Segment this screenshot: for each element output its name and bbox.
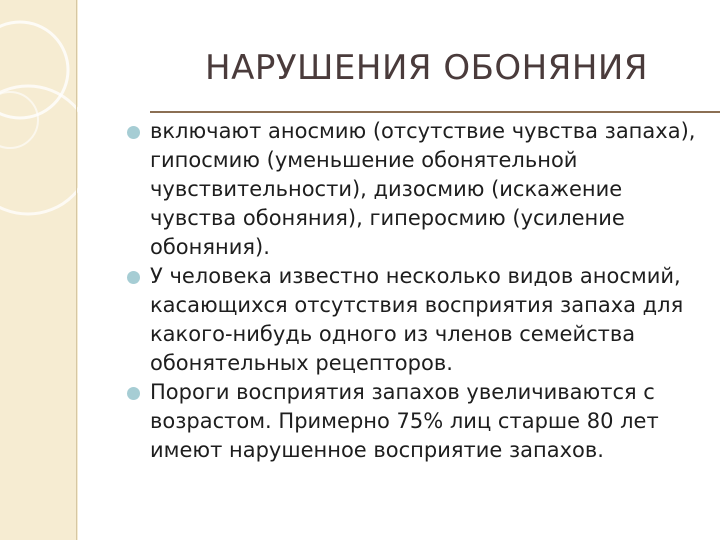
panel-divider <box>76 0 77 540</box>
bullet-item <box>125 378 710 465</box>
bullet-list <box>125 117 710 465</box>
bullet-item <box>125 262 710 378</box>
bullet-text: включают аносмию (отсутствие чувства запаха), гипосмию (уменьшение обонятельной чувствительности), дизосмию (искажение чувства обоняния), гиперосмию (усиление обоняния). <box>150 119 696 259</box>
bullet-dot-icon <box>127 387 140 400</box>
bullet-dot-icon <box>127 271 140 284</box>
bullet-item <box>125 117 710 262</box>
bullet-dot-icon <box>127 126 140 139</box>
slide-title: НАРУШЕНИЯ ОБОНЯНИЯ <box>205 48 648 88</box>
bullet-text: Пороги восприятия запахов увеличиваются с возрастом. Примерно 75% лиц старше 80 лет имеют нарушенное восприятие запахов. <box>150 380 659 462</box>
decorative-circles <box>0 0 78 540</box>
bullet-text: У человека известно несколько видов аносмий, касающихся отсутствия восприятия запаха для какого-нибудь одного из членов семейства обонятельных рецепторов. <box>150 264 684 375</box>
decorative-side-panel <box>0 0 78 540</box>
title-underline <box>150 111 720 113</box>
